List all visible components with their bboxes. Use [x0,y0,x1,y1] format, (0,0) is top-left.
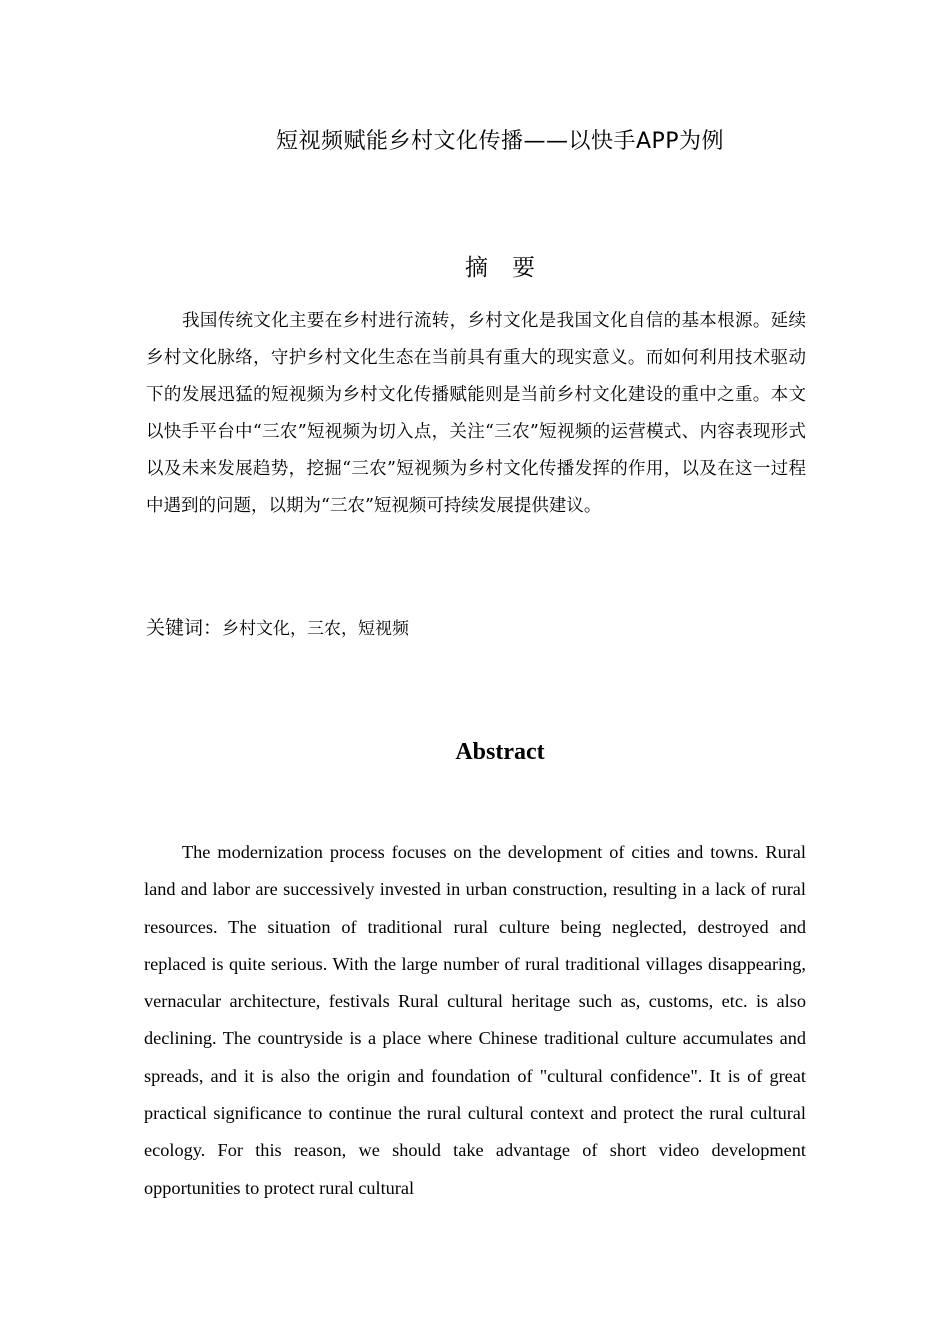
english-abstract-heading: Abstract [455,739,545,765]
keywords-label: 关键词： [146,617,223,639]
keywords-value: 乡村文化，三农，短视频 [222,619,410,639]
chinese-abstract-heading: 摘要 [465,255,559,281]
chinese-abstract-body: 我国传统文化主要在乡村进行流转，乡村文化是我国文化自信的基本根源。延续乡村文化脉络，守护乡村文化生态在当前具有重大的现实意义。而如何利用技术驱动下的发展迅猛的短视频为乡村文化传播赋能则是当前乡村文化建设的重中之重。本文以快手平台中“三农”短视频为切入点，关注“三农”短视频的运营模式、内容表现形式以及未来发展趋势，挖掘“三农”短视频为乡村文化传播发挥的作用，以及在这一过程中遇到的问题，以期为“三农”短视频可持续发展提供建议。 [146,311,806,516]
keywords-line [146,612,806,646]
english-abstract-body: The modernization process focuses on the development of cities and towns. Rural land and labor are successively invested in urban construction, resulting in a lack of rural resources. The situation of traditional rural culture being neglected, destroyed and replaced is quite serious. With the large number of rural traditional villages disappearing, vernacular architecture, festivals Rural cultural heritage such as, customs, etc. is also declining. The countryside is a place where Chinese traditional culture accumulates and spreads, and it is also the origin and foundation of "cultural confidence". It is of great practical significance to continue the rural cultural context and protect the rural cultural ecology. For this reason, we should take advantage of short video development opportunities to protect rural cultural [144,842,806,1198]
document-title: 短视频赋能乡村文化传播——以快手APP为例 [275,129,725,154]
